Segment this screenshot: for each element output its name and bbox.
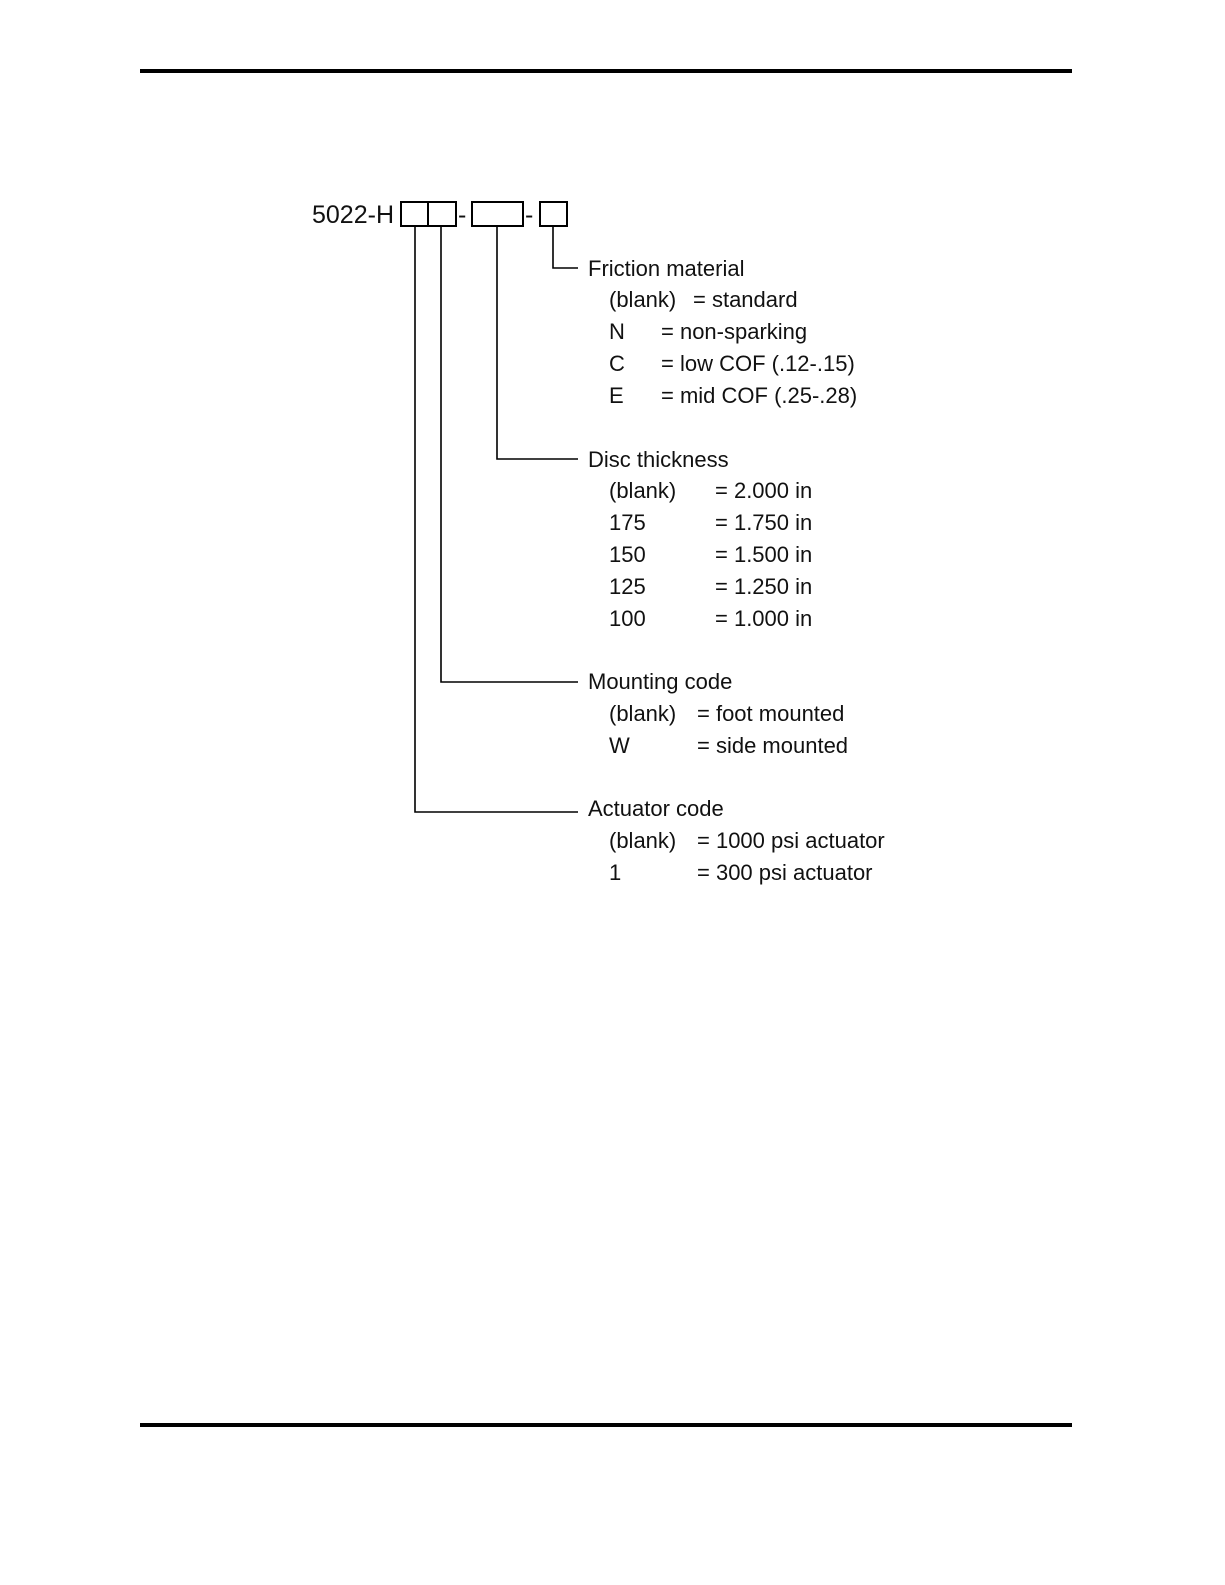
mounting-desc: = side mounted bbox=[697, 733, 849, 758]
actuator-desc: = 1000 psi actuator bbox=[697, 828, 885, 853]
disc-thickness-leader bbox=[497, 226, 578, 459]
friction-desc: = low COF (.12-.15) bbox=[661, 351, 855, 376]
friction-desc: = non-sparking bbox=[661, 319, 808, 344]
disc-code: 100 bbox=[609, 606, 646, 631]
actuator-code: 1 bbox=[609, 860, 622, 885]
disc-desc: = 1.000 in bbox=[715, 606, 813, 631]
separator-2: - bbox=[525, 201, 534, 229]
disc-desc: = 1.750 in bbox=[715, 510, 813, 535]
part-number-prefix: 5022-H bbox=[312, 201, 394, 229]
mounting-code: (blank) bbox=[609, 701, 677, 726]
actuator-code-heading: Actuator code bbox=[588, 796, 724, 821]
actuator-code: (blank) bbox=[609, 828, 677, 853]
friction-desc: = mid COF (.25-.28) bbox=[661, 383, 858, 408]
mounting-code-box bbox=[428, 202, 456, 226]
disc-code: (blank) bbox=[609, 478, 677, 503]
friction-code: C bbox=[609, 351, 625, 376]
disc-thickness-heading: Disc thickness bbox=[588, 447, 729, 472]
disc-desc: = 2.000 in bbox=[715, 478, 813, 503]
friction-material-leader bbox=[553, 226, 578, 268]
friction-code: E bbox=[609, 383, 624, 408]
mounting-code-leader bbox=[441, 226, 578, 682]
friction-material-heading: Friction material bbox=[588, 256, 745, 281]
disc-desc: = 1.500 in bbox=[715, 542, 813, 567]
friction-material-box bbox=[540, 202, 567, 226]
mounting-code-heading: Mounting code bbox=[588, 669, 733, 694]
mounting-code: W bbox=[609, 733, 630, 758]
actuator-desc: = 300 psi actuator bbox=[697, 860, 873, 885]
disc-code: 125 bbox=[609, 574, 646, 599]
friction-desc: = standard bbox=[693, 287, 798, 312]
mounting-desc: = foot mounted bbox=[697, 701, 845, 726]
actuator-code-box bbox=[401, 202, 428, 226]
disc-code: 150 bbox=[609, 542, 646, 567]
friction-code: (blank) bbox=[609, 287, 677, 312]
disc-code: 175 bbox=[609, 510, 646, 535]
disc-desc: = 1.250 in bbox=[715, 574, 813, 599]
disc-thickness-box bbox=[472, 202, 523, 226]
friction-code: N bbox=[609, 319, 625, 344]
bottom-rule bbox=[140, 1423, 1072, 1427]
separator-1: - bbox=[458, 201, 467, 229]
